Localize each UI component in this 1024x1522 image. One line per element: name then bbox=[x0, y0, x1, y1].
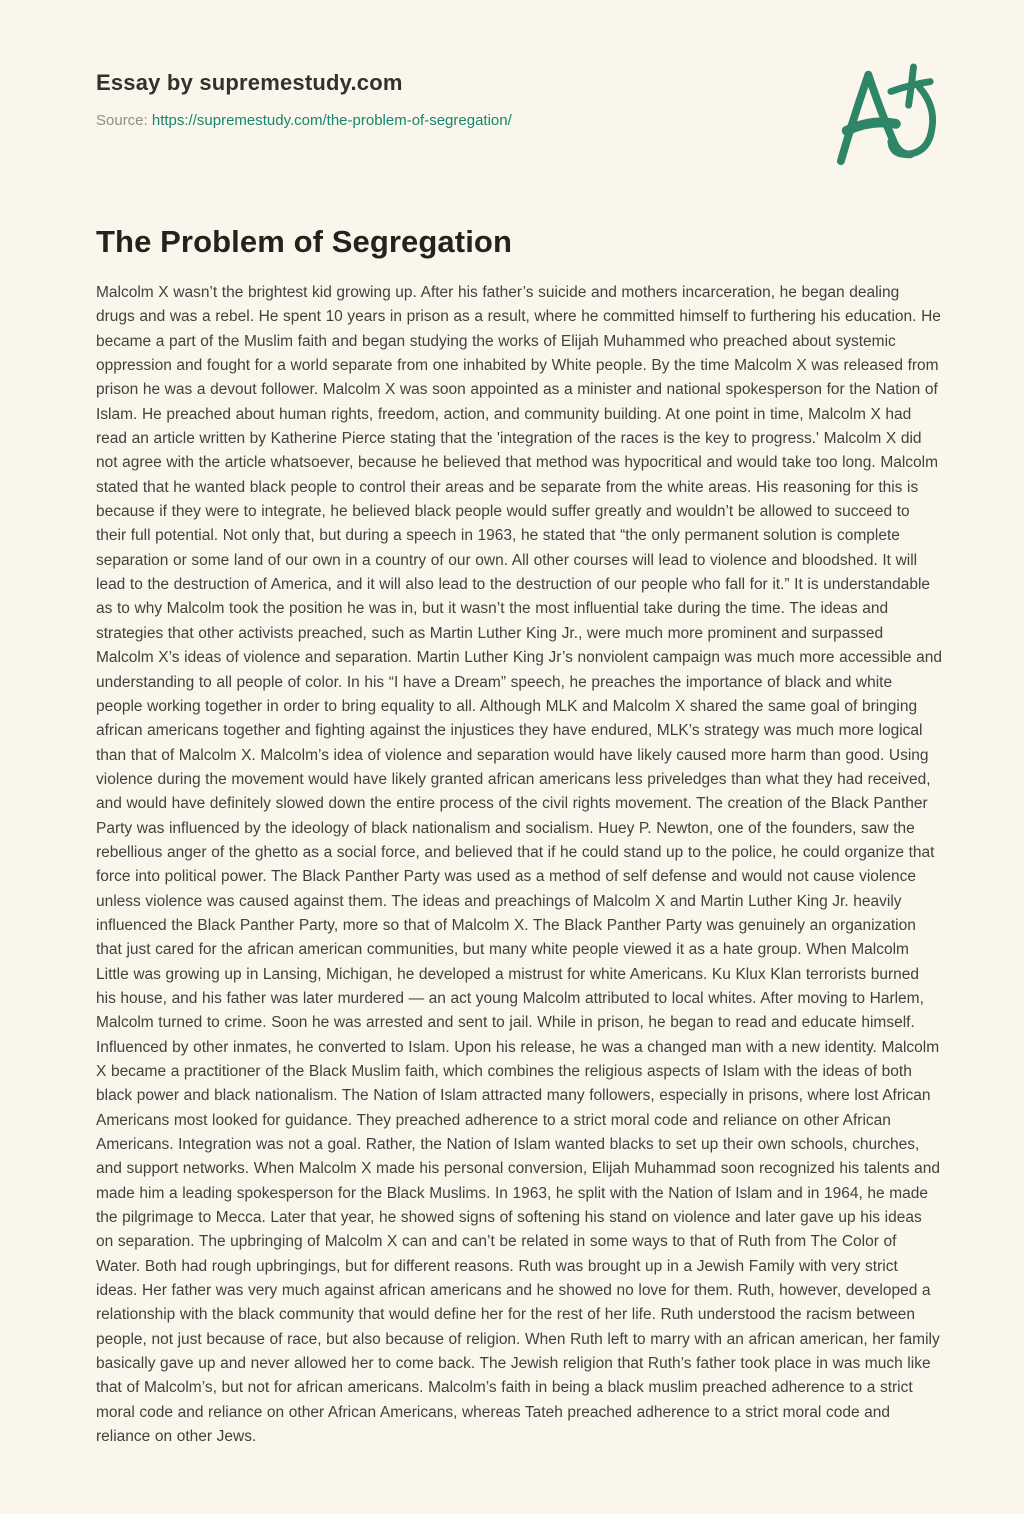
source-label: Source: bbox=[96, 112, 148, 129]
essay-body-text: Malcolm X wasn’t the brightest kid growing up. After his father’s suicide and mothers incarceration, he began dealing drugs and was a rebel. He spent 10 years in prison as a result, where he committed himself to furthering his education. He became a part of the Muslim faith and began studying the works of Elijah Muhammed who preached about systemic oppression and fought for a world separate from one inhabited by White people. By the time Malcolm X was released from prison he was a devout follower. Malcolm X was soon appointed as a minister and national spokesperson for the Nation of Islam. He preached about human rights, freedom, action, and community building. At one point in time, Malcolm X had read an article written by Katherine Pierce stating that the 'integration of the races is the key to progress.' Malcolm X did not agree with the article whatsoever, because he believed that method was hypocritical and would take too long. Malcolm stated that he wanted black people to control their areas and be separate from the white areas. His reasoning for this is because if they were to integrate, he believed black people would suffer greatly and wouldn’t be allowed to succeed to their full potential. Not only that, but during a speech in 1963, he stated that “the only permanent solution is complete separation or some land of our own in a country of our own. All other courses will lead to violence and bloodshed. It will lead to the destruction of America, and it will also lead to the destruction of our people who fall for it.” It is understandable as to why Malcolm took the position he was in, but it wasn’t the most influential take during the time. The ideas and strategies that other activists preached, such as Martin Luther King Jr., were much more prominent and surpassed Malcolm X’s ideas of violence and separation. Martin Luther King Jr’s nonviolent campaign was much more accessible and understanding to all people of color. In his “I have a Dream” speech, he preaches the importance of black and white people working together in order to bring equality to all. Although MLK and Malcolm X shared the same goal of bringing african americans together and fighting against the injustices they have endured, MLK’s strategy was much more logical than that of Malcolm X. Malcolm’s idea of violence and separation would have likely caused more harm than good. Using violence during the movement would have likely granted african americans less priveledges than what they had received, and would have definitely slowed down the entire process of the civil rights movement. The creation of the Black Panther Party was influenced by the ideology of black nationalism and socialism. Huey P. Newton, one of the founders, saw the rebellious anger of the ghetto as a social force, and believed that if he could stand up to the police, he could organize that force into political power. The Black Panther Party was used as a method of self defense and would not cause violence unless violence was caused against them. The ideas and preachings of Malcolm X and Martin Luther King Jr. heavily influenced the Black Panther Party, more so that of Malcolm X. The Black Panther Party was genuinely an organization that just cared for the african american communities, but many white people viewed it as a hate group. When Malcolm Little was growing up in Lansing, Michigan, he developed a mistrust for white Americans. Ku Klux Klan terrorists burned his house, and his father was later murdered — an act young Malcolm attributed to local whites. After moving to Harlem, Malcolm turned to crime. Soon he was arrested and sent to jail. While in prison, he began to read and educate himself. Influenced by other inmates, he converted to Islam. Upon his release, he was a changed man with a new identity. Malcolm X became a practitioner of the Black Muslim faith, which combines the religious aspects of Islam with the ideas of both black power and black nationalism. The Nation of Islam attracted many followers, especially in prisons, where lost African Americans most looked for guidance. They preached adherence to a strict moral code and reliance on other African Americans. Integration was not a goal. Rather, the Nation of Islam wanted blacks to set up their own schools, churches, and support networks. When Malcolm X made his personal conversion, Elijah Muhammad soon recognized his talents and made him a leading spokesperson for the Black Muslims. In 1963, he split with the Nation of Islam and in 1964, he made the pilgrimage to Mecca. Later that year, he showed signs of softening his stand on violence and later gave up his ideas on separation. The upbringing of Malcolm X can and can’t be related in some ways to that of Ruth from The Color of Water. Both had rough upbringings, but for different reasons. Ruth was brought up in a Jewish Family with very strict ideas. Her father was very much against african americans and he showed no love for them. Ruth, however, developed a relationship with the black community that would define her for the rest of her life. Ruth understood the racism between people, not just because of race, but also because of religion. When Ruth left to marry with an african american, her family basically gave up and never allowed her to come back. The Jewish religion that Ruth’s father took place in was much like that of Malcolm’s, but not for african americans. Malcolm’s faith in being a black muslim preached adherence to a strict moral code and reliance on other African Americans, whereas Tateh preached adherence to a strict moral code and reliance on other Jews. bbox=[96, 284, 942, 1446]
source-line bbox=[96, 112, 942, 129]
page-bottom-edge bbox=[0, 1514, 1024, 1522]
page-title: The Problem of Segregation bbox=[96, 224, 512, 259]
essay-byline: Essay by supremestudy.com bbox=[96, 70, 403, 95]
source-url-link[interactable]: https://supremestudy.com/the-problem-of-segregation/ bbox=[151, 112, 512, 129]
